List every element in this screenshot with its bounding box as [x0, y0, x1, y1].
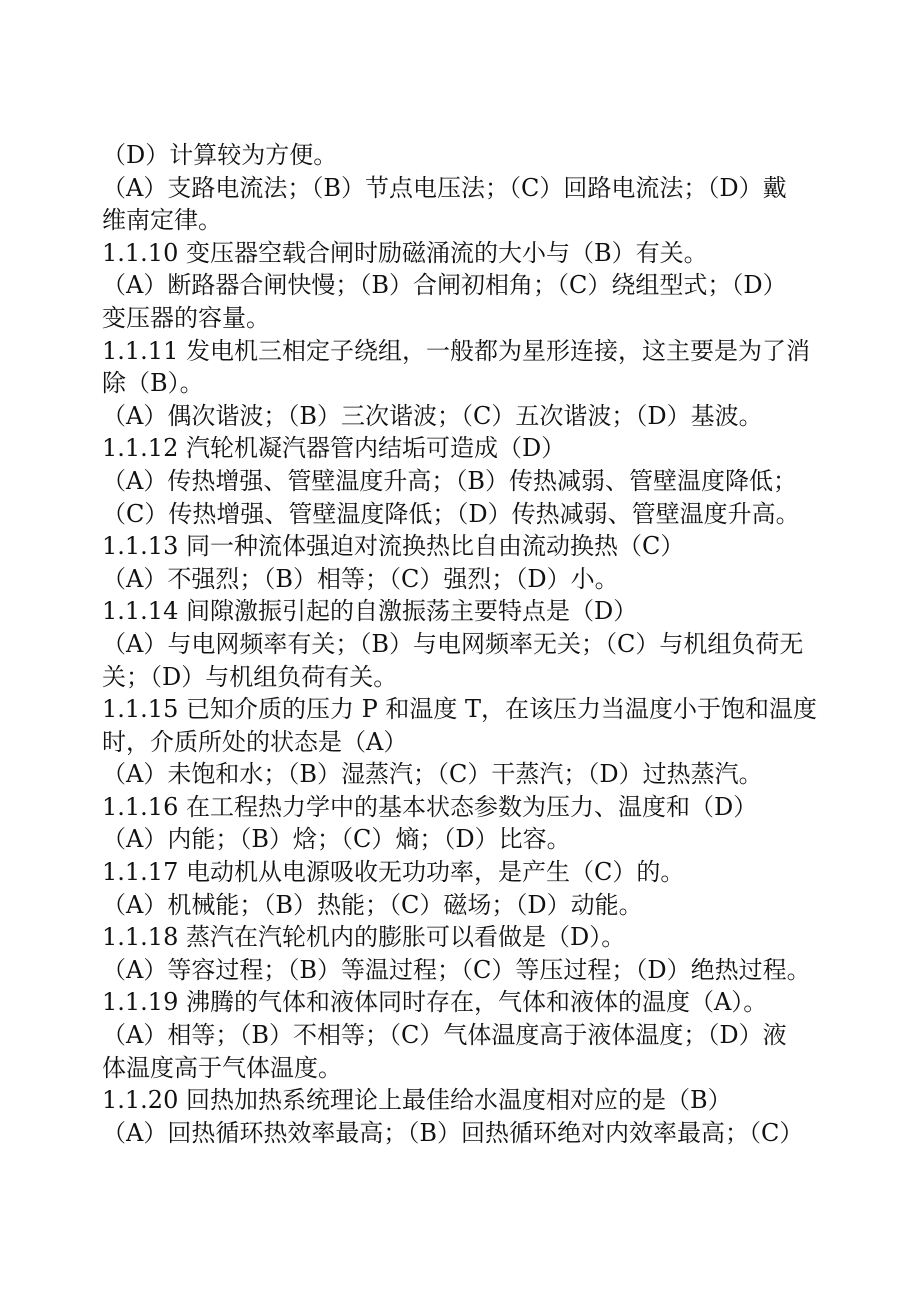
text-line: 1.1.15 已知介质的压力 P 和温度 T，在该压力当温度小于饱和温度	[102, 695, 818, 724]
text-line: （A）机械能；（B）热能；（C）磁场；（D）动能。	[102, 890, 643, 919]
text-line: （A）不强烈；（B）相等；（C）强烈；（D）小。	[102, 564, 619, 593]
text-line: （A）相等；（B）不相等；（C）气体温度高于液体温度；（D）液	[102, 1021, 787, 1050]
text-line: （C）传热增强、管壁温度降低；（D）传热减弱、管壁温度升高。	[102, 499, 800, 528]
text-line: （A）等容过程；（B）等温过程；（C）等压过程；（D）绝热过程。	[102, 955, 811, 984]
text-line: 1.1.18 蒸汽在汽轮机内的膨胀可以看做是（D）。	[102, 923, 626, 952]
text-line: （D）计算较为方便。	[102, 141, 338, 169]
text-line: 时，介质所处的状态是（A）	[102, 727, 408, 756]
text-line: 1.1.10 变压器空载合闸时励磁涌流的大小与（B）有关。	[102, 238, 708, 267]
text-line: 1.1.12 汽轮机凝汽器管内结垢可造成（D）	[102, 434, 566, 463]
text-line: 1.1.19 沸腾的气体和液体同时存在，气体和液体的温度（A）。	[102, 988, 768, 1017]
text-line: 关；（D）与机组负荷有关。	[102, 662, 398, 691]
document-page	[102, 139, 822, 1149]
text-line: 1.1.13 同一种流体强迫对流换热比自由流动换热（C）	[102, 532, 685, 561]
text-line: （A）未饱和水；（B）湿蒸汽；（C）干蒸汽；（D）过热蒸汽。	[102, 760, 763, 789]
text-line: （A）与电网频率有关；（B）与电网频率无关；（C）与机组负荷无	[102, 629, 804, 658]
text-line: 1.1.16 在工程热力学中的基本状态参数为压力、温度和（D）	[102, 792, 758, 821]
text-line: （A）回热循环热效率最高；（B）回热循环绝对内效率最高；（C）	[102, 1118, 804, 1147]
text-line: （A）断路器合闸快慢；（B）合闸初相角；（C）绕组型式；（D）	[102, 271, 787, 300]
text-line: （A）支路电流法；（B）节点电压法；（C）回路电流法；（D）戴	[102, 173, 787, 202]
text-line: 1.1.17 电动机从电源吸收无功功率，是产生（C）的。	[102, 858, 685, 887]
text-line: （A）偶次谐波；（B）三次谐波；（C）五次谐波；（D）基波。	[102, 401, 763, 430]
text-line: （A）内能；（B）焓；（C）熵；（D）比容。	[102, 825, 571, 854]
text-line: 维南定律。	[102, 206, 222, 235]
text-line: 除（B）。	[102, 369, 204, 398]
text-line: 1.1.11 发电机三相定子绕组，一般都为星形连接，这主要是为了消	[102, 336, 810, 365]
text-line: 1.1.20 回热加热系统理论上最佳给水温度相对应的是（B）	[102, 1086, 732, 1115]
text-line: 变压器的容量。	[102, 303, 270, 332]
text-line: （A）传热增强、管壁温度升高；（B）传热减弱、管壁温度降低；	[102, 466, 797, 495]
text-line: 1.1.14 间隙激振引起的自激振荡主要特点是（D）	[102, 597, 638, 626]
text-line: 体温度高于气体温度。	[102, 1053, 342, 1082]
